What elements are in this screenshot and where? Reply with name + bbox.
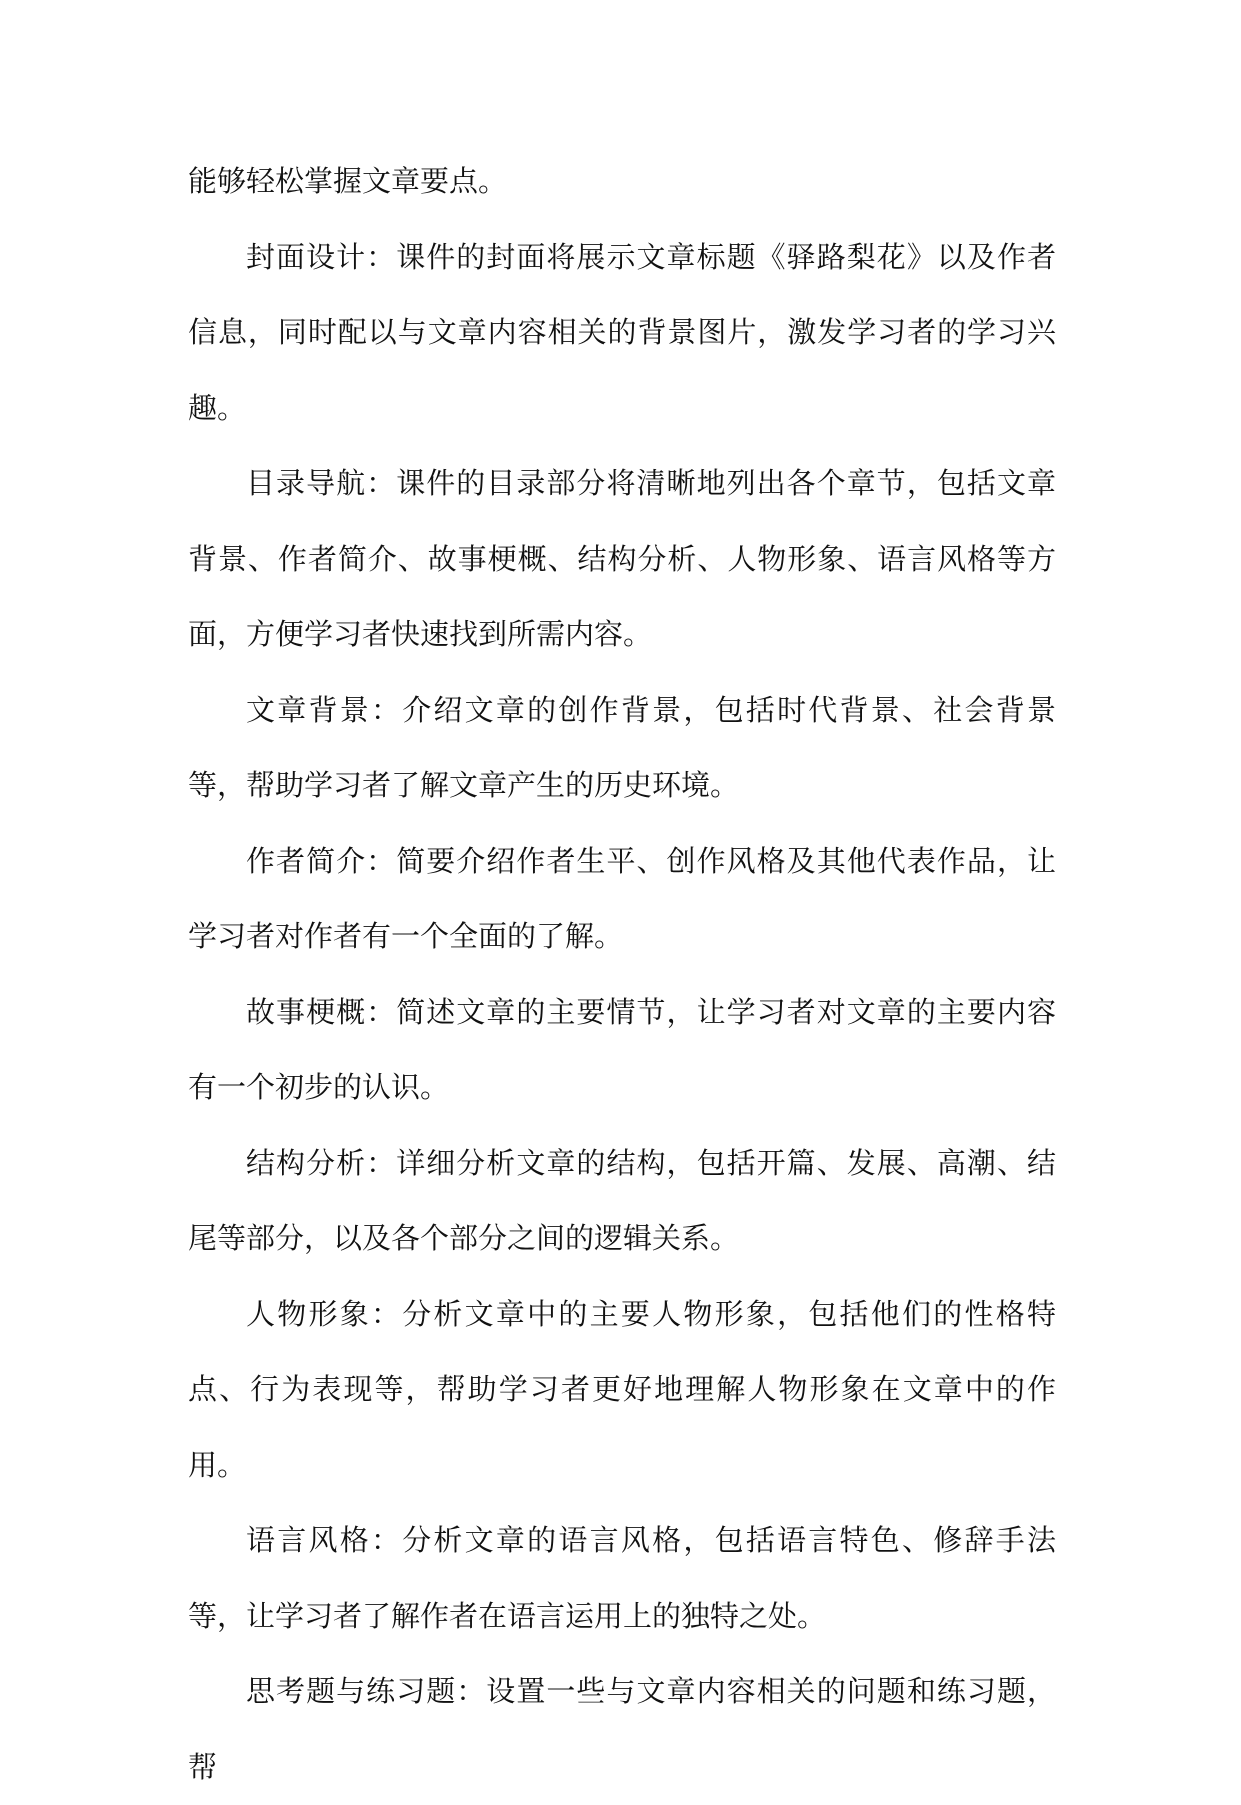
paragraph-continuation: 能够轻松掌握文章要点。 xyxy=(188,164,508,198)
paragraph-toc-navigation: 目录导航：课件的目录部分将清晰地列出各个章节，包括文章背景、作者简介、故事梗概、结构分析、人物形象、语言风格等方面，方便学习者快速找到所需内容。 xyxy=(188,466,1056,651)
paragraph-article-background: 文章背景：介绍文章的创作背景，包括时代背景、社会背景等，帮助学习者了解文章产生的历史环境。 xyxy=(188,692,1056,802)
paragraph-story-summary: 故事梗概：简述文章的主要情节，让学习者对文章的主要内容有一个初步的认识。 xyxy=(188,994,1056,1104)
document-body xyxy=(188,144,1056,1805)
paragraph-author-intro: 作者简介：简要介绍作者生平、创作风格及其他代表作品，让学习者对作者有一个全面的了解。 xyxy=(188,843,1056,953)
paragraph-structure-analysis: 结构分析：详细分析文章的结构，包括开篇、发展、高潮、结尾等部分，以及各个部分之间的逻辑关系。 xyxy=(188,1145,1056,1255)
paragraph-questions-exercises: 思考题与练习题：设置一些与文章内容相关的问题和练习题，帮 xyxy=(188,1674,1056,1784)
paragraph-language-style: 语言风格：分析文章的语言风格，包括语言特色、修辞手法等，让学习者了解作者在语言运用上的独特之处。 xyxy=(188,1523,1056,1633)
paragraph-character-image: 人物形象：分析文章中的主要人物形象，包括他们的性格特点、行为表现等，帮助学习者更好地理解人物形象在文章中的作用。 xyxy=(188,1296,1056,1482)
paragraph-cover-design: 封面设计：课件的封面将展示文章标题《驿路梨花》以及作者信息，同时配以与文章内容相关的背景图片，激发学习者的学习兴趣。 xyxy=(188,239,1056,425)
